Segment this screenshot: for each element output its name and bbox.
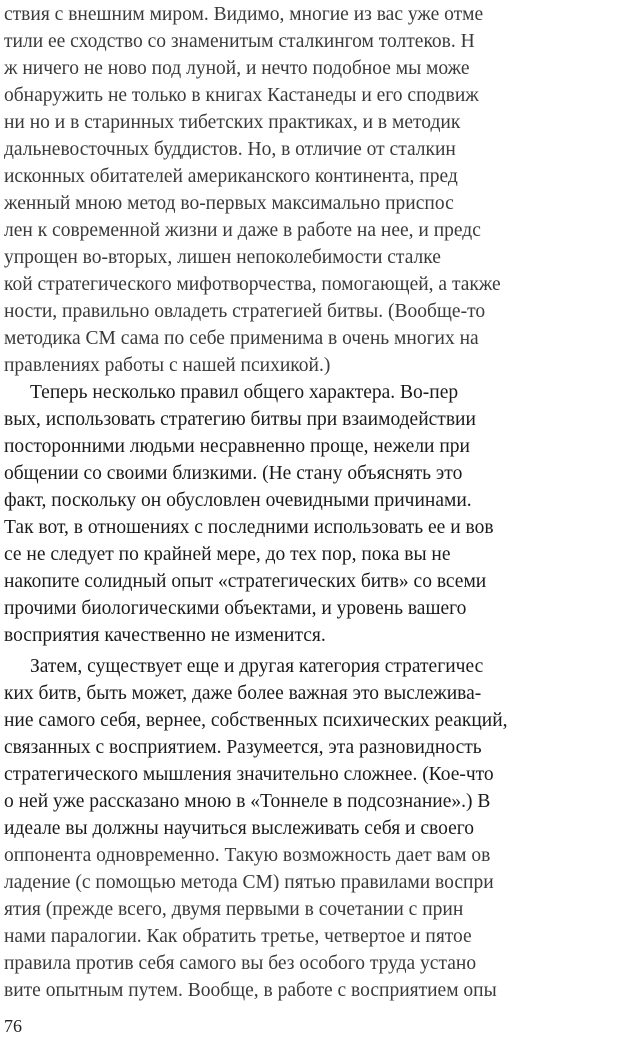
text-line: правлениях работы с нашей психикой.) [4,355,331,376]
text-line: ких битв, быть может, даже более важная это выслежива- [4,683,482,704]
text-line: кой стратегического мифотворчества, помогающей, а также [4,274,501,295]
text-line: восприятия качественно не изменится. [4,625,326,646]
paragraph-start-line: Затем, существует еще и другая категория стратегичес [30,656,484,677]
text-line: ж ничего не ново под луной, и нечто подобное мы може [4,58,470,79]
text-line: стратегического мышления значительно сложнее. (Кое-что [4,764,494,785]
text-line: ствия с внешним миром. Видимо, многие из вас уже отме [4,4,484,25]
text-line: идеале вы должны научиться выслеживать себя и своего [4,818,474,839]
text-line: вите опытным путем. Вообще, в работе с восприятием опы [4,980,497,1001]
text-line: накопите солидный опыт «стратегических битв» со всеми [4,571,487,592]
text-line: вых, использовать стратегию битвы при взаимодействии [4,409,476,430]
page-number: 76 [4,1016,22,1036]
text-line: ни но и в старинных тибетских практиках, и в методик [4,112,461,133]
paragraph-start-line: Теперь несколько правил общего характера. Во-пер [30,382,459,403]
text-line: Так вот, в отношениях с последними использовать ее и вов [4,517,494,538]
text-line: се не следует по крайней мере, до тех пор, пока вы не [4,544,451,565]
text-line: ладение (с помощью метода СМ) пятью правилами воспри [4,872,494,893]
text-line: женный мною метод во-первых максимально приспос [4,193,454,214]
text-line: общении со своими близкими. (Не стану объяснять это [4,463,463,484]
text-line: правила против себя самого вы без особого труда устано [4,953,477,974]
text-line: прочими биологическими объектами, и уровень вашего [4,598,467,619]
text-line: оппонента одновременно. Такую возможность дает вам ов [4,845,491,866]
text-line: ности, правильно овладеть стратегией битвы. (Вообще-то [4,301,486,322]
text-line: упрощен во-вторых, лишен непоколебимости сталке [4,247,441,268]
text-line: посторонними людьми несравненно проще, нежели при [4,436,470,457]
text-line: ятия (прежде всего, двумя первыми в сочетании с прин [4,899,464,920]
text-line: нами паралогии. Как обратить третье, четвертое и пятое [4,926,472,947]
text-line: факт, поскольку он обусловлен очевидными причинами. [4,490,472,511]
text-line: тили ее сходство со знаменитым сталкингом толтеков. Н [4,31,475,52]
text-line: исконных обитателей американского континента, пред [4,166,458,187]
text-line: ние самого себя, вернее, собственных психических реакций, [4,710,508,731]
text-line: лен к современной жизни и даже в работе на нее, и предс [4,220,481,241]
text-line: методика СМ сама по себе применима в очень многих на [4,328,479,349]
text-line: обнаружить не только в книгах Кастанеды и его сподвиж [4,85,479,106]
text-line: о ней уже рассказано мною в «Тоннеле в подсознание».) В [4,791,491,812]
text-line: дальневосточных буддистов. Но, в отличие от сталкин [4,139,456,160]
text-line: связанных с восприятием. Разумеется, эта разновидность [4,737,482,758]
